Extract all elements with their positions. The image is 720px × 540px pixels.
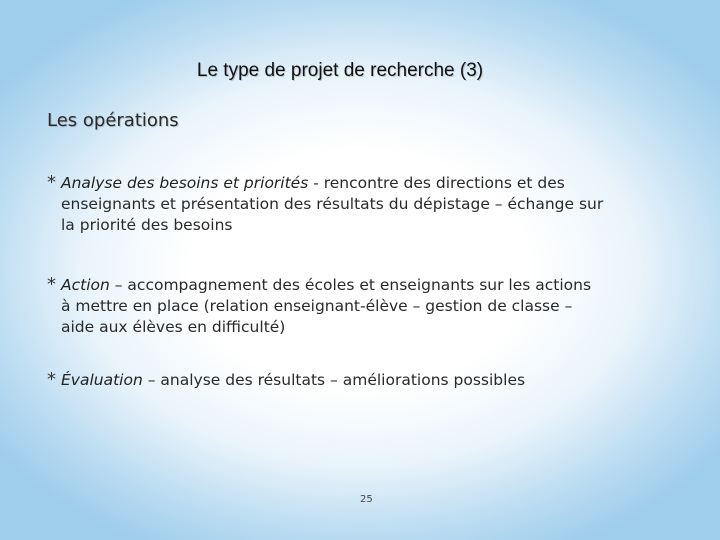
bullet-text: – accompagnement des écoles et enseignants sur les actions [109, 276, 592, 294]
bullet-term: Action [61, 276, 110, 294]
bullet-asterisk-icon: * [47, 274, 56, 295]
bullet-text-continuation: aide aux élèves en difficulté) [61, 318, 286, 336]
bullet-text: - rencontre des directions et des [308, 174, 565, 192]
bullet-term: Évaluation [61, 371, 143, 389]
section-heading: Les opérations [47, 110, 179, 131]
bullet-evaluation [47, 369, 687, 391]
bullet-asterisk-icon: * [47, 369, 56, 390]
bullet-action [47, 274, 687, 338]
slide-title: Le type de projet de recherche (3) [196, 60, 484, 81]
bullet-term: Analyse des besoins et priorités [61, 174, 309, 192]
bullet-text-continuation: enseignants et présentation des résultats du dépistage – échange sur [61, 195, 604, 213]
bullet-analyse [47, 172, 687, 236]
bullet-text: – analyse des résultats – améliorations possibles [142, 371, 526, 389]
page-number: 25 [360, 494, 373, 505]
bullet-text-continuation: la priorité des besoins [61, 216, 233, 234]
bullet-asterisk-icon: * [47, 172, 56, 193]
bullet-text-continuation: à mettre en place (relation enseignant-élève – gestion de classe – [61, 297, 573, 315]
